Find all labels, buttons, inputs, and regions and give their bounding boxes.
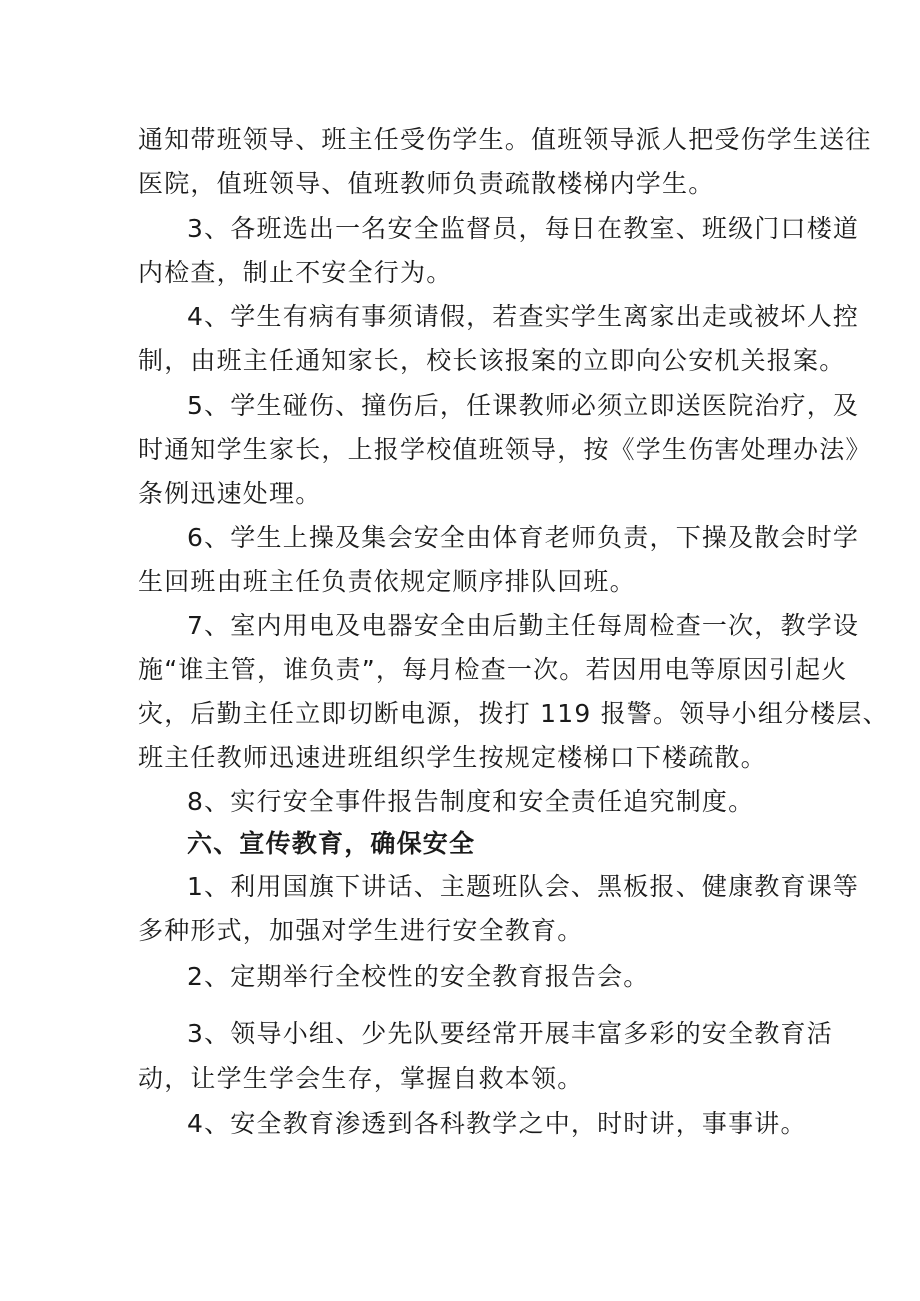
paragraph-line: 1、利用国旗下讲话、主题班队会、黑板报、健康教育课等 bbox=[187, 872, 860, 901]
paragraph-line: 2、定期举行全校性的安全教育报告会。 bbox=[187, 962, 650, 991]
paragraph-line: 3、各班选出一名安全监督员，每日在教室、班级门口楼道 bbox=[187, 214, 860, 243]
section-heading: 六、宣传教育，确保安全 bbox=[187, 829, 476, 858]
paragraph-line: 动，让学生学会生存，掌握自救本领。 bbox=[138, 1064, 584, 1093]
paragraph-line: 8、实行安全事件报告制度和安全责任追究制度。 bbox=[187, 787, 755, 816]
paragraph-line: 6、学生上操及集会安全由体育老师负责，下操及散会时学 bbox=[187, 523, 860, 552]
paragraph-line: 医院，值班领导、值班教师负责疏散楼梯内学生。 bbox=[138, 169, 715, 198]
paragraph-line: 制，由班主任通知家长，校长该报案的立即向公安机关报案。 bbox=[138, 346, 846, 375]
paragraph-line: 4、学生有病有事须请假，若查实学生离家出走或被坏人控 bbox=[187, 302, 860, 331]
paragraph-line: 条例迅速处理。 bbox=[138, 479, 322, 508]
paragraph-line: 7、室内用电及电器安全由后勤主任每周检查一次，教学设 bbox=[187, 611, 860, 640]
paragraph-line: 3、领导小组、少先队要经常开展丰富多彩的安全教育活 bbox=[187, 1019, 833, 1048]
paragraph-line: 施“谁主管，谁负责”，每月检查一次。若因用电等原因引起火 bbox=[138, 655, 848, 684]
paragraph-line: 灾，后勤主任立即切断电源，拨打 119 报警。领导小组分楼层、 bbox=[138, 699, 889, 728]
paragraph-line: 4、安全教育渗透到各科教学之中，时时讲，事事讲。 bbox=[187, 1109, 807, 1138]
paragraph-line: 多种形式，加强对学生进行安全教育。 bbox=[138, 916, 584, 945]
paragraph-line: 班主任教师迅速进班组织学生按规定楼梯口下楼疏散。 bbox=[138, 743, 767, 772]
paragraph-line: 时通知学生家长，上报学校值班领导，按《学生伤害处理办法》 bbox=[138, 435, 872, 464]
paragraph-line: 通知带班领导、班主任受伤学生。值班领导派人把受伤学生送往 bbox=[138, 125, 872, 154]
paragraph-line: 生回班由班主任负责依规定顺序排队回班。 bbox=[138, 567, 636, 596]
paragraph-line: 内检查，制止不安全行为。 bbox=[138, 258, 453, 287]
paragraph-line: 5、学生碰伤、撞伤后，任课教师必须立即送医院治疗，及 bbox=[187, 391, 860, 420]
